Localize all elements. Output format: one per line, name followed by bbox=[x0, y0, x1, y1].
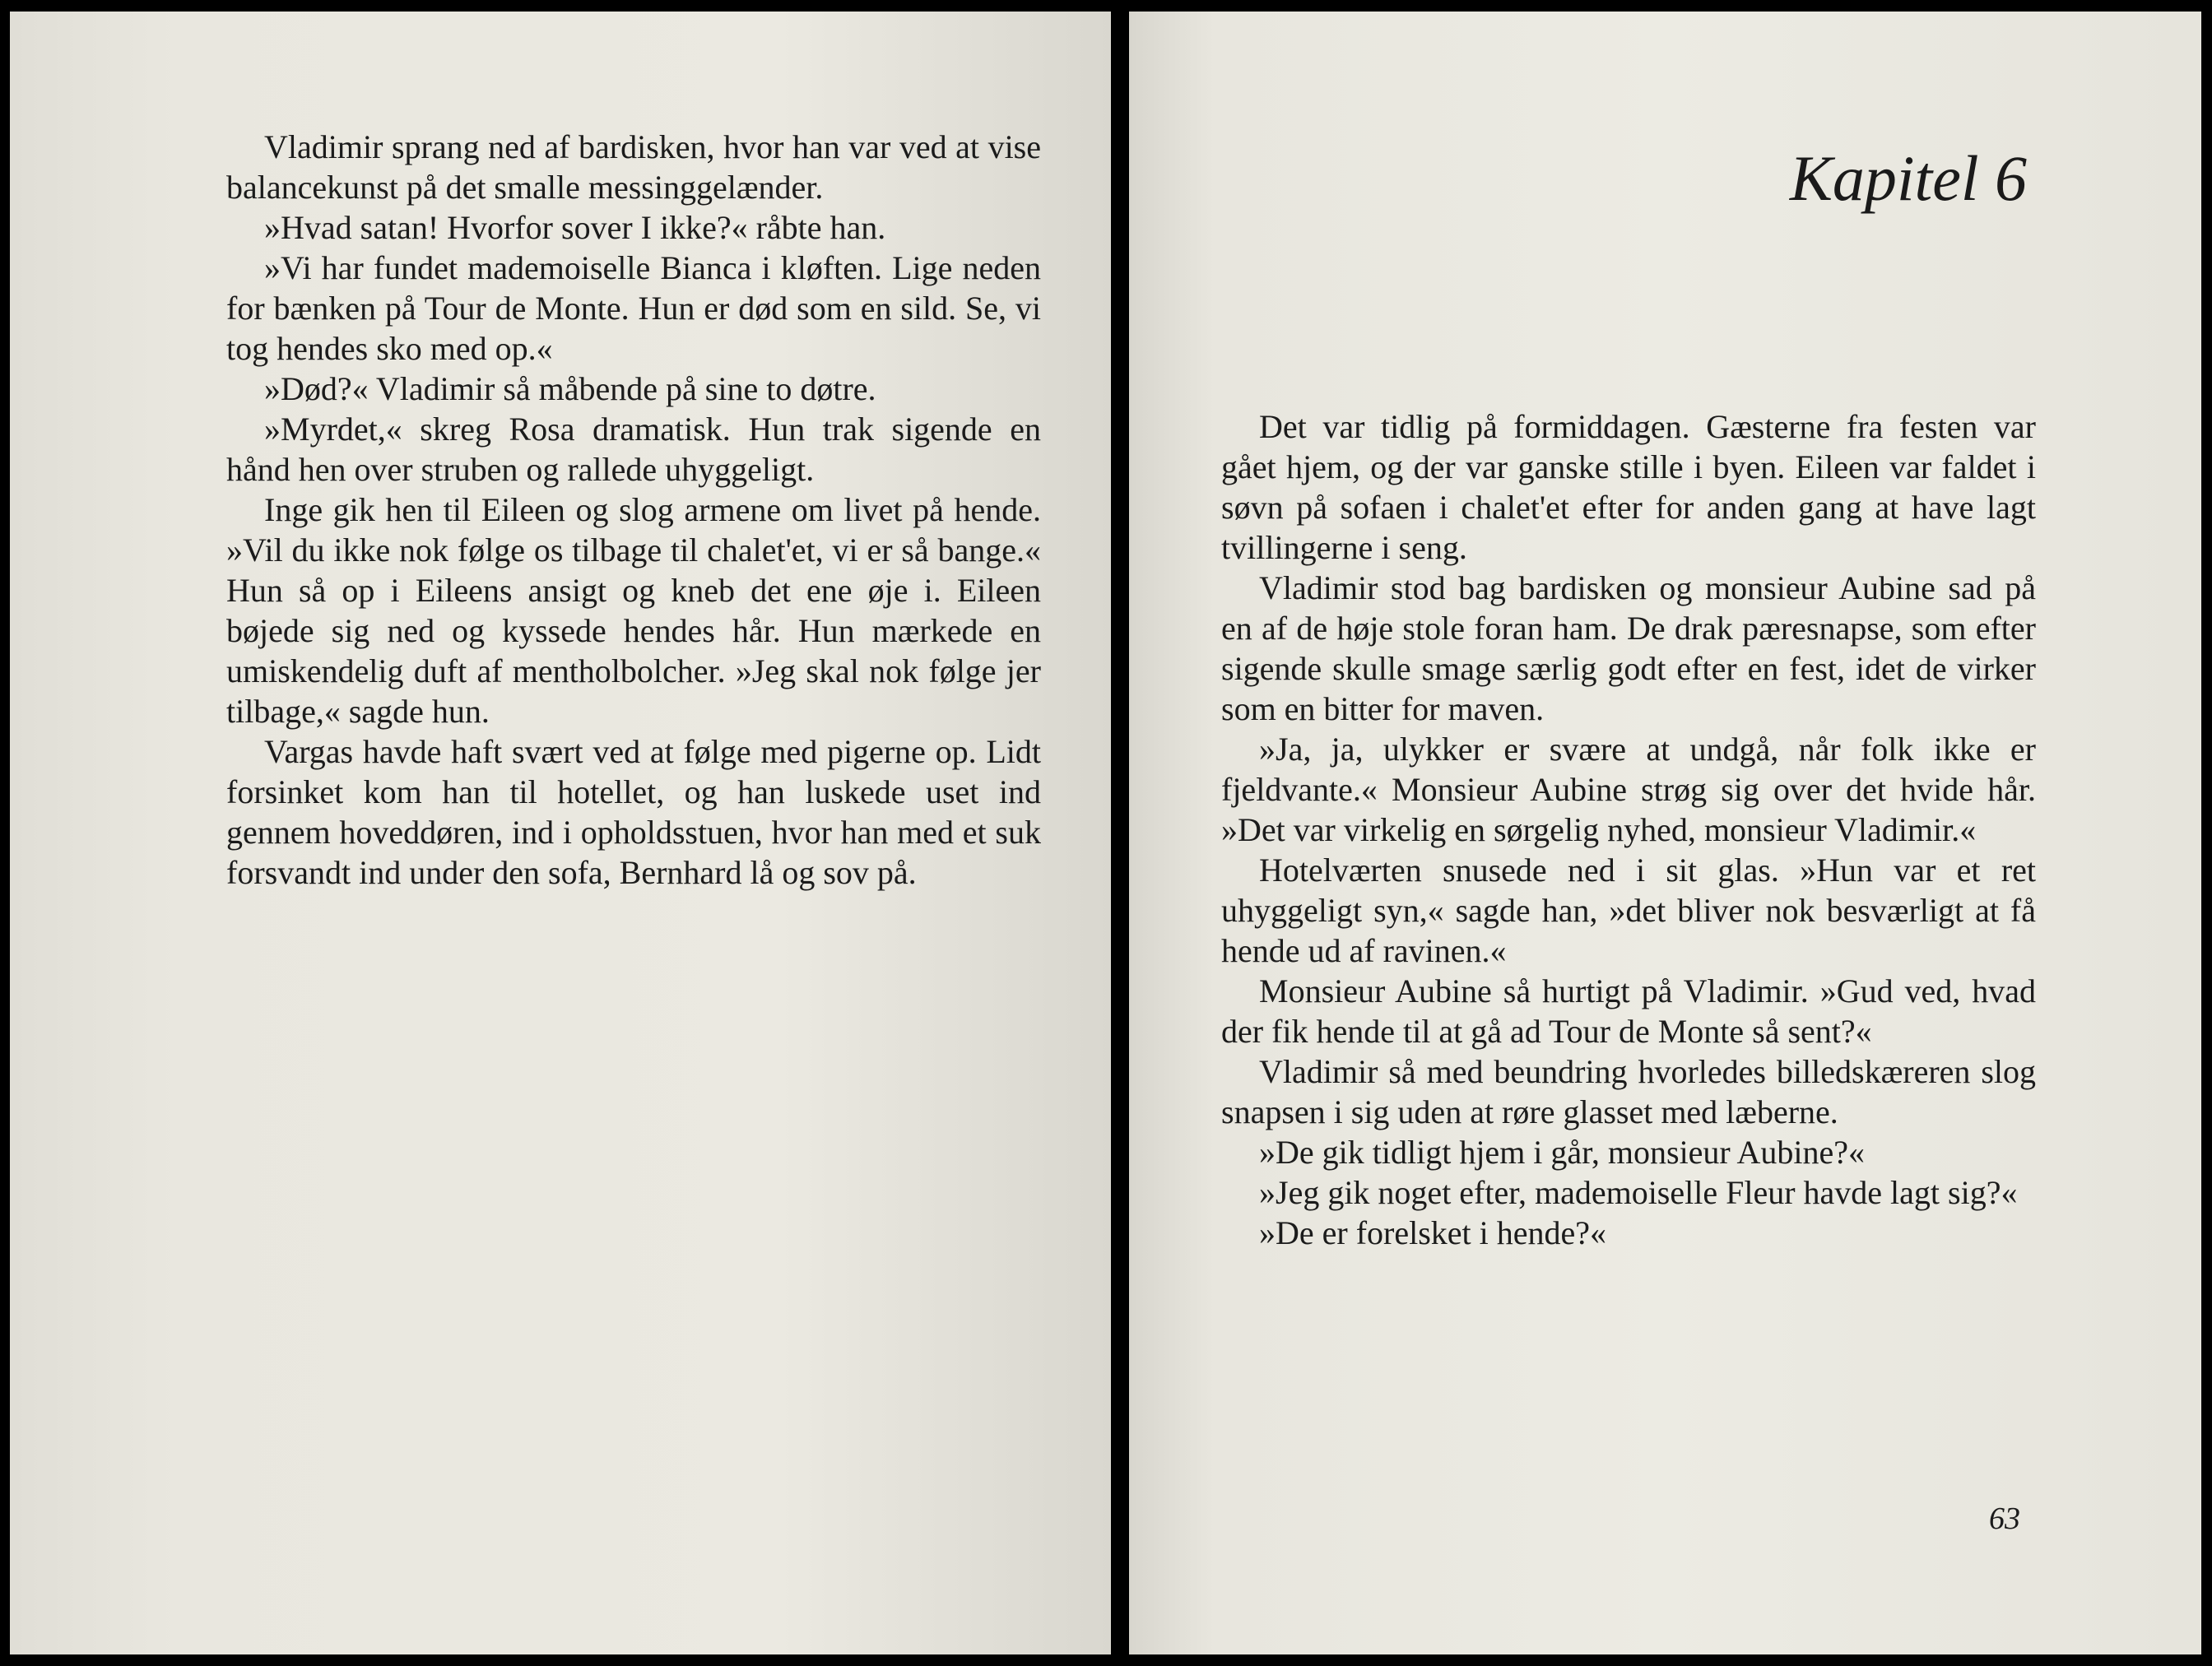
paragraph: Det var tidlig på formiddagen. Gæsterne fra festen var gået hjem, og der var ganske stille i byen. Eileen var faldet i søvn på sofaen i chalet'et efter for anden gang at have lagt tvillingerne i seng. bbox=[1221, 408, 2036, 566]
right-page bbox=[1129, 12, 2201, 1654]
right-page-body bbox=[1221, 406, 2036, 1253]
chapter-title: Kapitel 6 bbox=[1789, 142, 2027, 214]
paragraph: »Jeg gik noget efter, mademoiselle Fleur havde lagt sig?« bbox=[1259, 1174, 2018, 1211]
paragraph: »De gik tidligt hjem i går, monsieur Aubine?« bbox=[1259, 1134, 1866, 1171]
left-page-body bbox=[226, 127, 1041, 893]
left-page bbox=[10, 12, 1111, 1654]
paragraph: Vargas havde haft svært ved at følge med pigerne op. Lidt forsinket kom han til hotellet, og han luskede uset ind gennem hoveddøren, ind i opholdsstuen, hvor han med et suk forsvandt ind under den sofa, Bernhard lå og sov på. bbox=[226, 733, 1041, 891]
paragraph: Monsieur Aubine så hurtigt på Vladimir. »Gud ved, hvad der fik hende til at gå ad Tour de Monte så sent?« bbox=[1221, 972, 2036, 1050]
paragraph: »Død?« Vladimir så måbende på sine to døtre. bbox=[264, 370, 876, 407]
paragraph: Vladimir så med beundring hvorledes billedskæreren slog snapsen i sig uden at røre glasset med læberne. bbox=[1221, 1053, 2036, 1130]
paragraph: Vladimir sprang ned af bardisken, hvor han var ved at vise balancekunst på det smalle messinggelænder. bbox=[226, 128, 1041, 206]
paragraph: Inge gik hen til Eileen og slog armene om livet på hende. »Vil du ikke nok følge os tilbage til chalet'et, vi er så bange.« Hun så op i Eileens ansigt og kneb det ene øje i. Eileen bøjede sig ned og kyssede hendes hår. Hun mærkede en umiskendelig duft af mentholbolcher. »Jeg skal nok følge jer tilbage,« sagde hun. bbox=[226, 491, 1041, 730]
paragraph: »Myrdet,« skreg Rosa dramatisk. Hun trak sigende en hånd hen over struben og rallede uhyggeligt. bbox=[226, 411, 1041, 488]
paragraph: »De er forelsket i hende?« bbox=[1259, 1214, 1607, 1251]
paragraph: »Hvad satan! Hvorfor sover I ikke?« råbte han. bbox=[264, 209, 886, 246]
paragraph: Vladimir stod bag bardisken og monsieur Aubine sad på en af de høje stole foran ham. De drak pæresnapse, som efter sigende skulle smage særlig godt efter en fest, idet de virker som en bitter for maven. bbox=[1221, 569, 2036, 727]
paragraph: »Vi har fundet mademoiselle Bianca i kløften. Lige neden for bænken på Tour de Monte. Hun er død som en sild. Se, vi tog hendes sko med op.« bbox=[226, 249, 1041, 367]
paragraph: Hotelværten snusede ned i sit glas. »Hun var et ret uhyggeligt syn,« sagde han, »det bliver nok besværligt at få hende ud af ravinen.« bbox=[1221, 852, 2036, 969]
page-number: 63 bbox=[1989, 1501, 2020, 1536]
paragraph: »Ja, ja, ulykker er svære at undgå, når folk ikke er fjeldvante.« Monsieur Aubine strøg sig over det hvide hår. »Det var virkelig en sørgelig nyhed, monsieur Vladimir.« bbox=[1221, 731, 2036, 848]
